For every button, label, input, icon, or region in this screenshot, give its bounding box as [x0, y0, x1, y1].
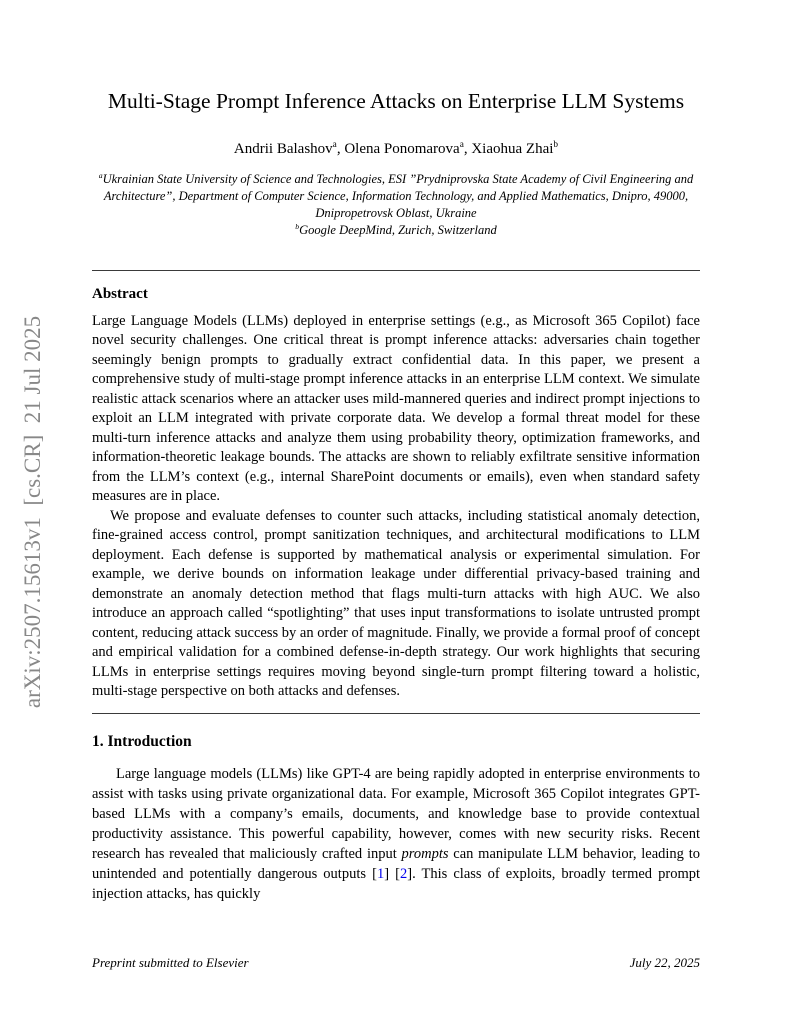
- section-heading-introduction: 1. Introduction: [92, 732, 192, 750]
- author-separator: ,: [463, 140, 472, 157]
- introduction-text-post: . This class of exploits, broadly termed prompt injection attacks, has quickly: [92, 865, 701, 902]
- author-2-name: Olena Ponomarova: [344, 140, 460, 157]
- citation-2-bracket-open: [: [395, 865, 400, 882]
- author-1-name: Andrii Balashov: [233, 140, 333, 157]
- author-line: [92, 141, 700, 158]
- affiliation-b-mark: b: [295, 221, 300, 231]
- author-1-affiliation-mark: a: [332, 139, 337, 150]
- introduction-paragraph: [92, 764, 700, 904]
- introduction-text-mid: can manipulate LLM behavior, leading to unintended and potentially dangerous outputs: [92, 845, 700, 882]
- author-separator: ,: [336, 140, 345, 157]
- page-footer: [92, 955, 700, 971]
- affiliation-a: [92, 171, 700, 222]
- citation-link-1[interactable]: 1: [376, 865, 385, 882]
- author-3-name: Xiaohua Zhai: [471, 140, 554, 157]
- introduction-emphasis-prompts: prompts: [401, 845, 449, 862]
- citation-link-2[interactable]: 2: [399, 865, 408, 882]
- abstract-bottom-divider: [92, 713, 700, 714]
- author-2: [344, 141, 471, 157]
- author-3: [471, 141, 558, 157]
- affiliation-b-text: Google DeepMind, Zurich, Switzerland: [299, 222, 497, 237]
- footer-date: July 22, 2025: [629, 955, 700, 970]
- paper-content: [92, 0, 700, 904]
- affiliations-block: [92, 171, 700, 239]
- abstract-paragraph-2: We propose and evaluate defenses to counter such attacks, including statistical anomaly detection, fine-grained access control, prompt sanitization techniques, and architectural modifications to LLM deployment. Each defense is supported by mathematical analysis or experimental simulation. For example, we derive bounds on information leakage under differential privacy-based training and demonstrate an anomaly detection method that flags multi-turn attacks with high AUC. We also introduce an approach called “spotlighting” that uses input transformations to isolate untrusted prompt content, reducing attack success by an order of magnitude. Finally, we provide a formal proof of concept and empirical validation for a combined defense-in-depth strategy. Our work highlights that securing LLMs in enterprise settings requires moving beyond single-turn prompt filtering toward a holistic, multi-stage perspective on both attacks and defenses.: [92, 507, 700, 700]
- citation-2-bracket-close: ]: [407, 865, 413, 882]
- author-3-affiliation-mark: b: [553, 139, 559, 150]
- affiliation-a-mark: a: [98, 170, 103, 180]
- paper-title: Multi-Stage Prompt Inference Attacks on Enterprise LLM Systems: [107, 89, 685, 113]
- abstract-paragraph-1: Large Language Models (LLMs) deployed in enterprise settings (e.g., as Microsoft 365 Copilot) face novel security challenges. One critical threat is prompt inference attacks: adversaries chain together seemingly benign prompts to gradually extract confidential data. In this paper, we present a comprehensive study of multi-stage prompt inference attacks in an enterprise LLM context. We simulate realistic attack scenarios where an attacker uses mild-mannered queries and indirect prompt injections to exploit an LLM integrated with private corporate data. We develop a formal threat model for these multi-turn inference attacks and analyze them using probability theory, optimization frameworks, and information-theoretic leakage bounds. The attacks are shown to reliably exfiltrate sensitive information from the LLM’s context (e.g., internal SharePoint documents or emails), even when standard safety measures are in place.: [92, 312, 700, 505]
- affiliation-b: [92, 222, 700, 239]
- arxiv-watermark: arXiv:2507.15613v1 [cs.CR] 21 Jul 2025: [20, 315, 45, 709]
- affiliation-a-text: Ukrainian State University of Science and Technologies, ESI ”Prydniprovska State Academy of Civil Engineering and Architecture”, Department of Computer Science, Information Technology, and Applied Mathematics, Dnipro, 49000, Dnipropetrovsk Oblast, Ukraine: [102, 171, 694, 220]
- citation-1-bracket-close: ]: [384, 865, 390, 882]
- introduction-text-pre: Large language models (LLMs) like GPT-4 are being rapidly adopted in enterprise environments to assist with tasks using private organizational data. For example, Microsoft 365 Copilot integrates GPT-based LLMs with a company’s emails, documents, and knowledge base to provide contextual productivity assistance. This powerful capability, however, comes with new security risks. Recent research has revealed that maliciously crafted input: [92, 765, 700, 862]
- citation-1-bracket-open: [: [372, 865, 377, 882]
- abstract-heading: Abstract: [92, 285, 148, 302]
- abstract-top-divider: [92, 270, 700, 271]
- footer-preprint-note: Preprint submitted to Elsevier: [92, 955, 249, 970]
- author-1: [234, 141, 344, 157]
- author-2-affiliation-mark: a: [459, 139, 464, 150]
